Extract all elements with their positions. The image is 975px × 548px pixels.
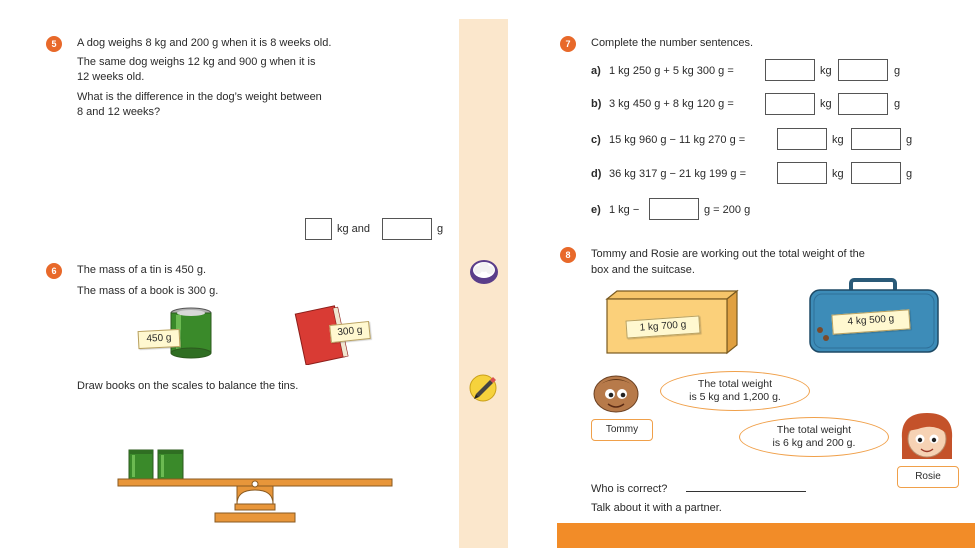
tommy-speech-bubble: [660, 371, 810, 411]
rosie-avatar: [896, 409, 958, 465]
q7-c-g-box[interactable]: [851, 128, 901, 150]
q7-c-g-label: g: [906, 134, 913, 146]
q6-line-1: The mass of a tin is 450 g.: [77, 264, 207, 276]
scale-tin-1: [129, 450, 153, 479]
scale-tin-2: [158, 450, 183, 479]
tommy-speech-line-2: is 5 kg and 1,200 g.: [689, 391, 781, 403]
q7-a-expression: 1 kg 250 g + 5 kg 300 g =: [609, 65, 734, 77]
q7-a-prefix: a): [591, 65, 601, 77]
q8-line-1: Tommy and Rosie are working out the total weight of the: [591, 248, 865, 260]
q7-c-prefix: c): [591, 134, 601, 146]
book-weight-label: 300 g: [329, 321, 371, 343]
q8-line-2: box and the suitcase.: [591, 264, 695, 276]
question-8-number: 8: [560, 247, 576, 263]
tommy-avatar: [588, 372, 642, 416]
question-7-number: 7: [560, 36, 576, 52]
q5-line-1: A dog weighs 8 kg and 200 g when it is 8 weeks old.: [77, 37, 332, 49]
q7-a-kg-box[interactable]: [765, 59, 815, 81]
q7-b-g-box[interactable]: [838, 93, 888, 115]
q7-a-kg-label: kg: [820, 65, 832, 77]
q7-b-g-label: g: [894, 98, 901, 110]
q7-b-prefix: b): [591, 98, 602, 110]
balance-scale[interactable]: [115, 446, 395, 526]
q7-d-g-label: g: [906, 168, 913, 180]
q7-c-expression: 15 kg 960 g − 11 kg 270 g =: [609, 134, 746, 146]
q7-d-kg-box[interactable]: [777, 162, 827, 184]
q5-line-4: What is the difference in the dog’s weight between: [77, 91, 322, 103]
tommy-name-label: Tommy: [591, 419, 653, 441]
q6-line-2: The mass of a book is 300 g.: [77, 285, 219, 297]
q7-d-kg-label: kg: [832, 168, 844, 180]
q5-line-3: 12 weeks old.: [77, 71, 145, 83]
q5-kg-answer-box[interactable]: [305, 218, 332, 240]
tin-weight-label: 450 g: [138, 329, 181, 349]
q7-title: Complete the number sentences.: [591, 37, 754, 49]
q5-kg-and-label: kg and: [337, 223, 371, 235]
q6-instruction: Draw books on the scales to balance the tins.: [77, 380, 299, 392]
q5-line-2: The same dog weighs 12 kg and 900 g when it is: [77, 56, 316, 68]
question-6-number: 6: [46, 263, 62, 279]
tommy-speech-line-1: The total weight: [697, 378, 773, 390]
box-weight-label: 1 kg 700 g: [625, 315, 700, 338]
q7-b-kg-box[interactable]: [765, 93, 815, 115]
q7-e-answer-box[interactable]: [649, 198, 699, 220]
thinking-cloud-icon: [468, 258, 500, 286]
q7-d-g-box[interactable]: [851, 162, 901, 184]
q7-e-left: 1 kg −: [609, 204, 640, 216]
q7-b-expression: 3 kg 450 g + 8 kg 120 g =: [609, 98, 734, 110]
q7-a-g-label: g: [894, 65, 901, 77]
page-footer-band: [557, 523, 975, 548]
q7-b-kg-label: kg: [820, 98, 832, 110]
q7-e-right: g = 200 g: [704, 204, 751, 216]
question-5-number: 5: [46, 36, 62, 52]
q8-question: Who is correct?: [591, 483, 668, 495]
q5-g-answer-box[interactable]: [382, 218, 432, 240]
q8-discuss: Talk about it with a partner.: [591, 502, 722, 514]
q7-c-kg-label: kg: [832, 134, 844, 146]
suitcase-weight-label: 4 kg 500 g: [831, 309, 910, 334]
rosie-speech-line-2: is 6 kg and 200 g.: [772, 437, 856, 449]
q7-d-expression: 36 kg 317 g − 21 kg 199 g =: [609, 168, 747, 180]
q5-line-5: 8 and 12 weeks?: [77, 106, 161, 118]
rosie-speech-bubble: [739, 417, 889, 457]
q7-d-prefix: d): [591, 168, 602, 180]
rosie-speech-line-1: The total weight: [776, 424, 852, 436]
q7-a-g-box[interactable]: [838, 59, 888, 81]
q5-g-label: g: [437, 223, 444, 235]
q7-c-kg-box[interactable]: [777, 128, 827, 150]
rosie-name-label: Rosie: [897, 466, 959, 488]
q8-answer-line[interactable]: [686, 491, 806, 492]
q7-e-prefix: e): [591, 204, 601, 216]
pencil-icon: [468, 372, 500, 402]
